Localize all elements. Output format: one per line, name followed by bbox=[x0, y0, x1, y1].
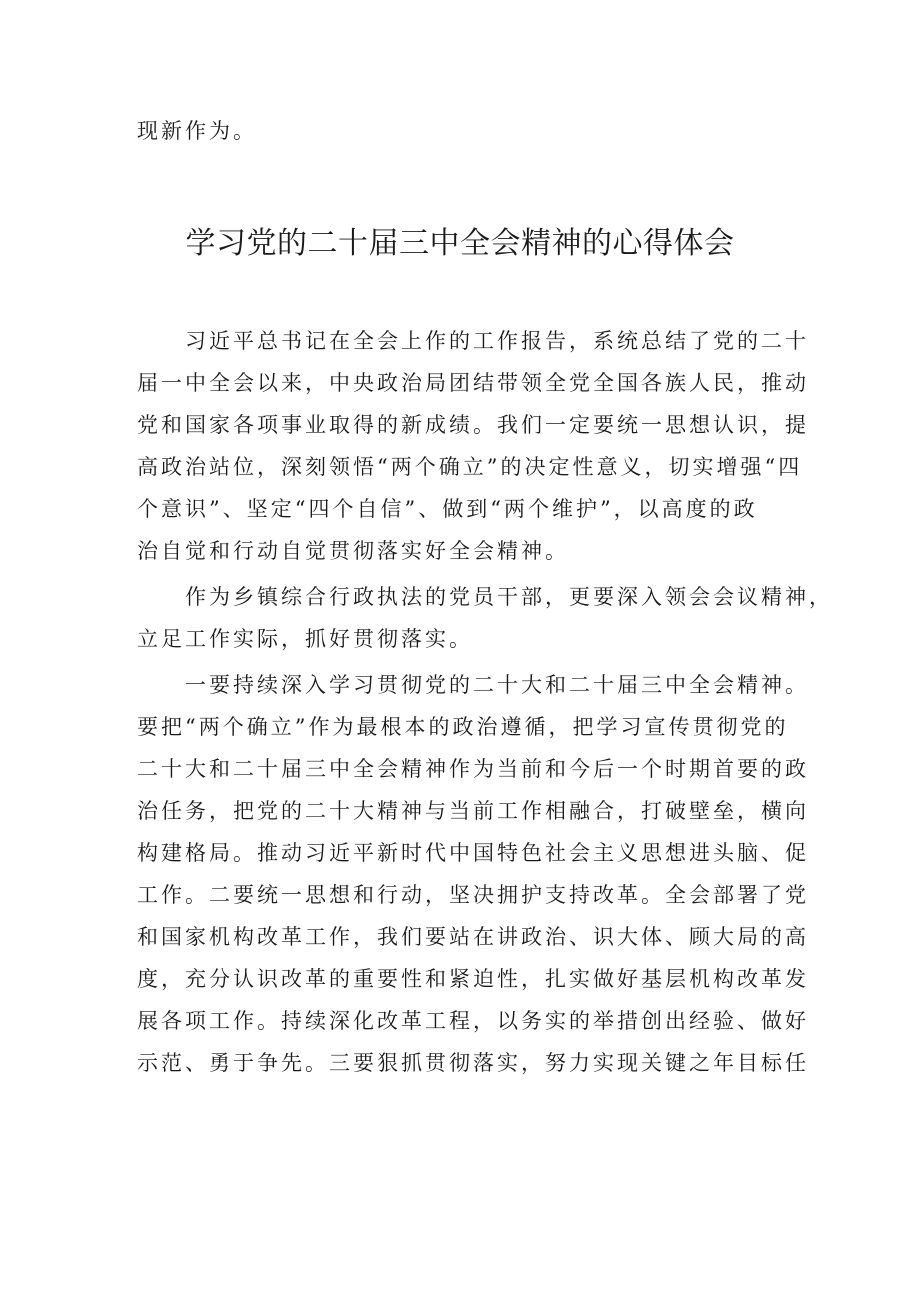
document-body bbox=[137, 320, 833, 1088]
paragraph-line: 高政治站位，深刻领悟“两个确立”的决定性意义，切实增强“四 bbox=[137, 455, 803, 479]
paragraph-line: 二十大和二十届三中全会精神作为当前和今后一个时期首要的政 bbox=[137, 757, 809, 781]
paragraph-line: 立足工作实际，抓好贯彻落实。 bbox=[137, 627, 473, 651]
paragraph-line: 工作。二要统一思想和行动，坚决拥护支持改革。全会部署了党 bbox=[137, 883, 809, 907]
paragraph-line: 个意识”、坚定“四个自信”、做到“两个维护”，以高度的政 bbox=[137, 497, 758, 521]
document-title: 学习党的二十届三中全会精神的心得体会 bbox=[185, 226, 735, 261]
paragraph-line: 构建格局。推动习近平新时代中国特色社会主义思想进头脑、促 bbox=[137, 841, 809, 865]
paragraph-line: 度，充分认识改革的重要性和紧迫性，扎实做好基层机构改革发 bbox=[137, 967, 809, 991]
paragraph-line: 习近平总书记在全会上作的工作报告，系统总结了党的二十 bbox=[185, 329, 809, 353]
paragraph-line: 要把“两个确立”作为最根本的政治遵循，把学习宣传贯彻党的 bbox=[137, 715, 789, 739]
paragraph-line: 一要持续深入学习贯彻党的二十大和二十届三中全会精神。 bbox=[185, 673, 809, 697]
paragraph-1 bbox=[137, 320, 809, 572]
paragraph-line: 党和国家各项事业取得的新成绩。我们一定要统一思想认识，提 bbox=[137, 413, 809, 437]
paragraph-line: 治任务，把党的二十大精神与当前工作相融合，打破壁垒，横向 bbox=[137, 799, 809, 823]
paragraph-line: 展各项工作。持续深化改革工程，以务实的举措创出经验、做好 bbox=[137, 1009, 809, 1033]
paragraph-line: 届一中全会以来，中央政治局团结带领全党全国各族人民，推动 bbox=[137, 371, 809, 395]
paragraph-line: 作为乡镇综合行政执法的党员干部，更要深入领会会议精神， bbox=[185, 585, 833, 609]
paragraph-2 bbox=[137, 576, 833, 660]
paragraph-line: 和国家机构改革工作，我们要站在讲政治、识大体、顾大局的高 bbox=[137, 925, 809, 949]
paragraph-line: 示范、勇于争先。三要狠抓贯彻落实，努力实现关键之年目标任 bbox=[137, 1051, 809, 1075]
paragraph-3 bbox=[137, 664, 809, 1084]
paragraph-line: 治自觉和行动自觉贯彻落实好全会精神。 bbox=[137, 539, 569, 563]
continuation-text: 现新作为。 bbox=[137, 119, 257, 143]
